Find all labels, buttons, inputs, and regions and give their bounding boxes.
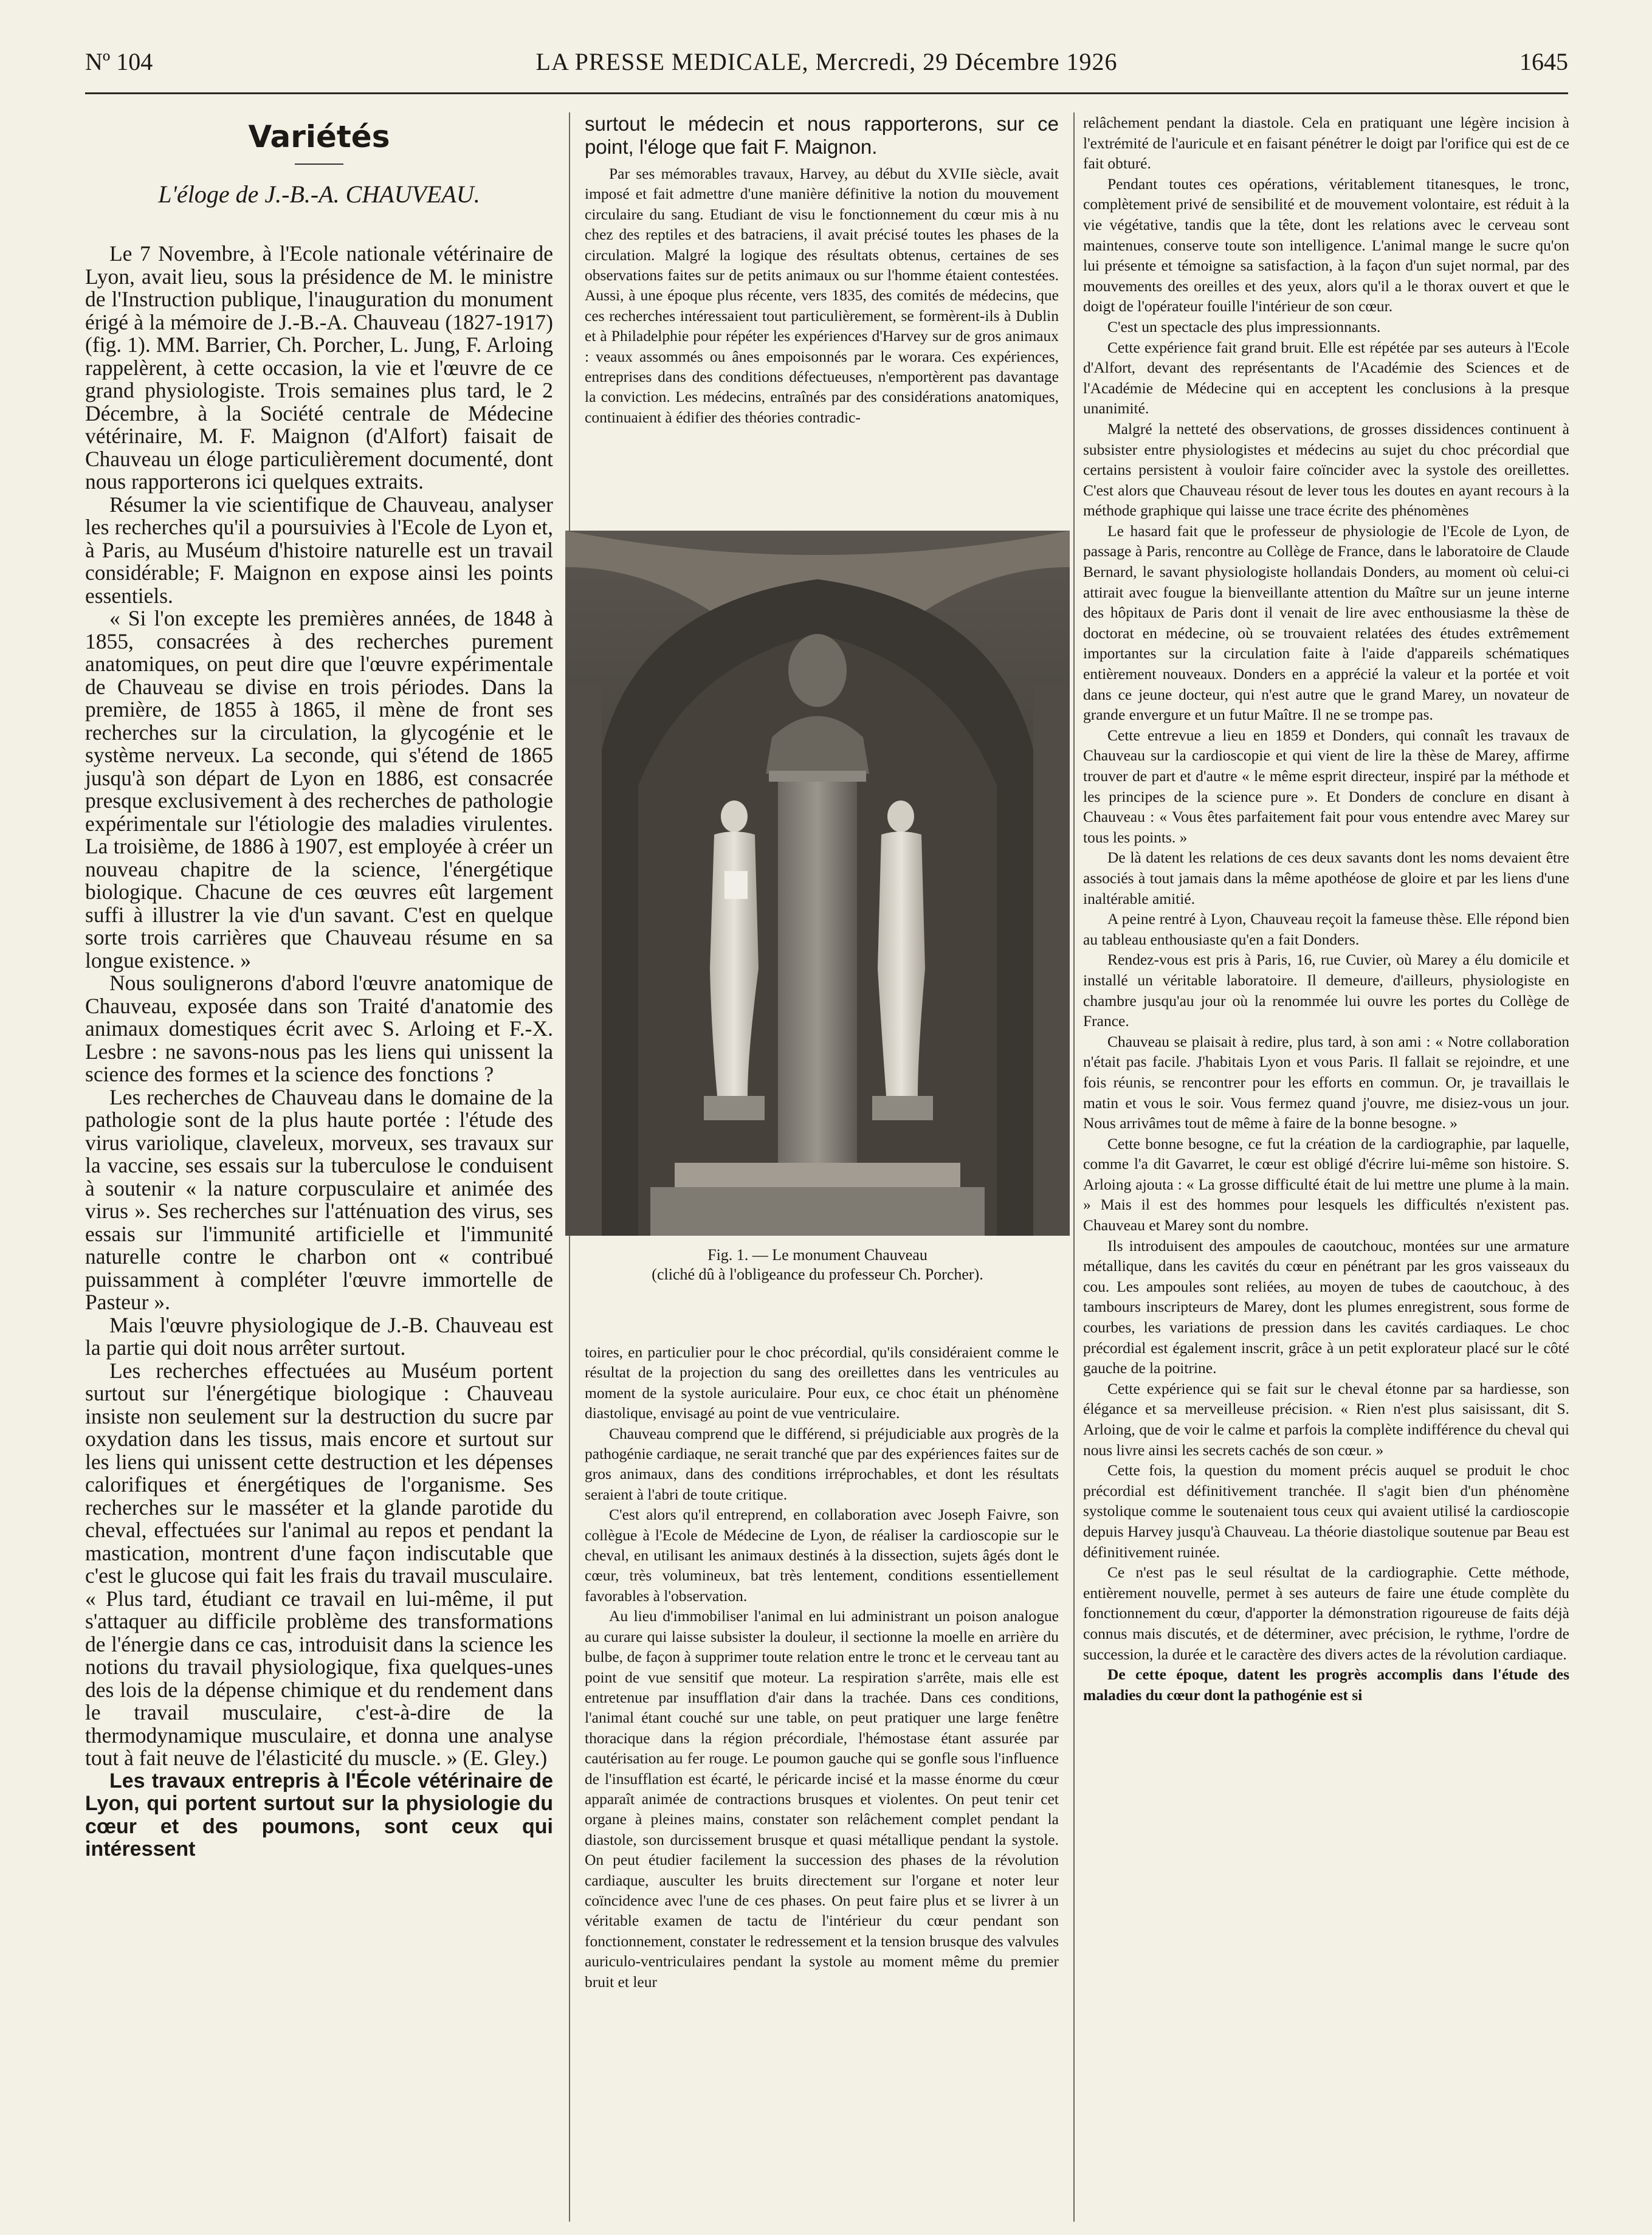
paragraph: De cette époque, datent les progrès accomplis dans l'étude des maladies du cœur dont la pathogénie est si <box>1083 1665 1569 1704</box>
paragraph: « Si l'on excepte les premières années, de 1848 à 1855, consacrées à des recherches purement anatomiques, on peut dire que l'œuvre expérimentale de Chauveau se divise en trois périodes. Dans la première, de 1855 à 1865, il mène de front ses recherches sur la circulation, la glycogénie et le système nerveux. La seconde, qui s'étend de 1865 jusqu'à son départ de Lyon en 1886, est consacrée presque exclusivement à des recherches de pathologie expérimentale sur l'étiologie des maladies virulentes. La troisième, de 1886 à 1907, est employée à créer un nouveau chapitre de la science, l'énergétique biologique. Chacune de ces œuvres eût largement suffi à illustrer la vie d'un savant. C'est en quelque sorte trois carrières que Chauveau résume en sa longue existence. » <box>85 606 553 973</box>
header-rule <box>85 92 1568 94</box>
paragraph: Les recherches effectuées au Muséum portent surtout sur l'énergétique biologique : Chauveau insiste non seulement sur la destruction du sucre par oxydation dans les tissus, mais encore et surtout sur les liens qui unissent cette destruction et les dépenses calorifiques et énergétiques de l'organisme. Ses recherches sur le masséter et la glande parotide du cheval, effectuées sur l'animal au repos et pendant la mastication, montrent d'une façon indiscutable que c'est le glucose qui fait les frais du travail musculaire. « Plus tard, étudiant ce travail en lui-même, il put s'attaquer au difficile problème des transformations de l'énergie dans ce cas, introduisit dans la science les notions du travail physiologique, fixa quelques-unes des lois de la dépense chimique et du rendement dans le travail musculaire, c'est-à-dire de la thermodynamique musculaire, et donna une analyse tout à fait neuve de l'élasticité du muscle. » (E. Gley.) <box>85 1358 553 1770</box>
column-3 <box>1083 112 1569 1705</box>
page-number: 1645 <box>1519 48 1568 75</box>
issue-number: Nº 104 <box>85 48 153 75</box>
paragraph: Le 7 Novembre, à l'Ecole nationale vétérinaire de Lyon, avait lieu, sous la présidence de M. le ministre de l'Instruction publique, l'inauguration du monument érigé à la mémoire de J.-B.-A. Chauveau (1827-1917) (fig. 1). MM. Barrier, Ch. Porcher, L. Jung, F. Arloing rappelèrent, à cette occasion, la vie et l'œuvre de ce grand physiologiste. Trois semaines plus tard, le 2 Décembre, à la Société centrale de Médecine vétérinaire, M. F. Maignon (d'Alfort) faisait de Chauveau un éloge particulièrement documenté, dont nous rapporterons ici quelques extraits. <box>85 241 553 494</box>
column-divider-2 <box>1073 112 1075 2222</box>
paragraph: Chauveau se plaisait à redire, plus tard, à son ami : « Notre collaboration n'était pas facile. J'habitais Lyon et vous Paris. Il fallait se rejoindre, et une fois réunis, se rencontrer pour les efforts en commun. Or, je travaillais le matin et vous le soir. Vous fermez quand j'ouvre, me disiez-vous un jour. Nous arrivâmes tout de même à faire de la bonne besogne. » <box>1083 1032 1569 1132</box>
monument-illustration <box>565 531 1070 1236</box>
paragraph: Le hasard fait que le professeur de physiologie de l'Ecole de Lyon, de passage à Paris, rencontre au Collège de France, dans le laboratoire de Claude Bernard, le savant physiologiste hollandais Donders, au moment où celui-ci attirait avec fougue la bienveillante attention du Maître sur un jeune interne des hôpitaux de Paris dont il venait de lire avec enthousiasme la thèse de doctorat en médecine, où se trouvaient relatées des études extrêmement importantes sur la circulation faite à l'aide d'appareils schématiques entièrement nouveaux. Donders en a apprécié la valeur et la portée et voit dans ce jeune docteur, qui n'est autre que le grand Marey, un novateur de grande envergure et un futur Maître. Il ne se trompe pas. <box>1083 522 1569 724</box>
paragraph: Cette bonne besogne, ce fut la création de la cardiographie, par laquelle, comme l'a dit Gavarret, le cœur est obligé d'écrire lui-même son histoire. S. Arloing ajouta : « La grosse difficulté était de lui mettre une plume à la main. » Mais il est des hommes pour lesquels les difficultés n'existent pas. Chauveau et Marey sont du nombre. <box>1083 1134 1569 1235</box>
paragraph: Malgré la netteté des observations, de grosses dissidences continuent à subsister entre physiologistes et médecins au sujet du choc précordial que certains persistent à vouloir faire coïncider avec la systole des oreillettes. C'est alors que Chauveau résout de lever tous les doutes en ayant recours à la méthode graphique qui laisse une trace écrite des phénomènes <box>1083 419 1569 520</box>
column-1 <box>85 112 553 1861</box>
paragraph: Cette entrevue a lieu en 1859 et Donders, qui connaît les travaux de Chauveau sur la cardioscopie et qui vient de lire la thèse de Marey, affirme trouver de part et d'autre « le même esprit directeur, inspiré par la méthode et les principes de la science pure ». Et Donders de conclure en disant à Chauveau : « Vous êtes parfaitement fait pour vous entendre avec Marey sur tous les points. » <box>1083 726 1569 846</box>
page-header <box>85 47 1568 96</box>
column-2-top <box>585 112 1059 427</box>
caption-credit: (cliché dû à l'obligeance du professeur Ch. Porcher). <box>652 1266 983 1283</box>
paragraph: Ce n'est pas le seul résultat de la cardiographie. Cette méthode, entièrement nouvelle, permet à ses auteurs de faire une étude complète du fonctionnement du cœur, d'apporter la démonstration rigoureuse de faits déjà connus mais discutés, et de déterminer, avec précision, le rythme, l'ordre de succession, la durée et le caractère des divers actes de la révolution cardiaque. <box>1083 1563 1569 1663</box>
paragraph: Nous soulignerons d'abord l'œuvre anatomique de Chauveau, exposée dans son Traité d'anatomie des animaux domestiques écrit avec S. Arloing et F.-X. Lesbre : ne savons-nous pas les liens qui unissent la science des formes et la science des fonctions ? <box>85 971 553 1086</box>
article-subtitle: L'éloge de J.-B.-A. CHAUVEAU. <box>158 181 480 208</box>
paragraph: C'est alors qu'il entreprend, en collaboration avec Joseph Faivre, son collègue à l'Ecole de Médecine de Lyon, de réaliser la cardioscopie sur le cheval, en utilisant les animaux destinés à la dissection, sujets âgés dont le cœur, très volumineux, bat très lentement, conditions essentiellement favorables à l'observation. <box>585 1506 1059 1605</box>
paragraph: toires, en particulier pour le choc précordial, qu'ils considéraient comme le résultat de la projection du sang des oreillettes dans les ventricules au moment de la systole auriculaire. Pour eux, ce choc était un phénomène diastolique, envisagé au point de vue ventriculaire. <box>585 1343 1059 1422</box>
lead-paragraph: surtout le médecin et nous rapporterons, sur ce point, l'éloge que fait F. Maignon. <box>585 112 1059 158</box>
paragraph: De là datent les relations de ces deux savants dont les noms devaient être associés à tout jamais dans la même apothéose de gloire et par les liens d'une inaltérable amitié. <box>1083 849 1569 907</box>
paragraph: Ils introduisent des ampoules de caoutchouc, montées sur une armature métallique, dans les cavités du cœur en pénétrant par les gros vaisseaux du cou. Les ampoules sont reliées, au moyen de tubes de caoutchouc, à des tambours inscripteurs de Marey, dont les plumes enregistrent, sous forme de courbes, les variations de pression dans les cavités cardiaques. Le choc précordial est également inscrit, grâce à un petit explorateur placé sur le côté gauche de la poitrine. <box>1083 1236 1569 1377</box>
paragraph: Cette expérience qui se fait sur le cheval étonne par sa hardiesse, son élégance et sa merveilleuse précision. « Rien n'est plus saisissant, dit S. Arloing, que de voir le calme et parfois la complète indifférence du cheval qui nous livre ainsi les secrets cachés de son cœur. » <box>1083 1379 1569 1459</box>
column-2-bottom <box>585 1342 1059 1992</box>
figure-1 <box>565 531 1070 1284</box>
paragraph: Cette expérience fait grand bruit. Elle est répétée par ses auteurs à l'Ecole d'Alfort, devant des représentants de l'Académie des Sciences et de l'Académie de Médecine qui en acceptent les conclusions à la presque unanimité. <box>1083 338 1569 418</box>
section-heading: Variétés <box>248 119 390 154</box>
paragraph: Résumer la vie scientifique de Chauveau, analyser les recherches qu'il a poursuivies à l'Ecole de Lyon et, à Paris, au Muséum d'histoire naturelle est un travail considérable; F. Maignon en expose ainsi les points essentiels. <box>85 492 553 608</box>
paragraph: C'est un spectacle des plus impressionnants. <box>1107 317 1381 336</box>
paragraph: Les recherches de Chauveau dans le domaine de la pathologie sont de la plus haute portée : l'étude des virus variolique, claveleux, morveux, ses travaux sur la vaccine, ses essais sur la tuberculose le conduisent à soutenir « la nature corpusculaire et animée des virus ». Ses recherches sur l'atténuation des virus, ses essais sur l'immunité artificielle et l'immunité naturelle contre le charbon ont « contribué puissamment à compléter l'œuvre immortelle de Pasteur ». <box>85 1084 553 1314</box>
paragraph: Rendez-vous est pris à Paris, 16, rue Cuvier, où Marey a élu domicile et installé un véritable laboratoire. Il demeure, d'ailleurs, physiologiste en chambre jusqu'au jour où la renommée lui ouvre les portes du Collège de France. <box>1083 951 1569 1030</box>
paragraph: Pendant toutes ces opérations, véritablement titanesques, le tronc, complètement privé de sensibilité et de mouvement volontaire, est réduit à la vie végétative, tandis que la tête, dont les relations avec le cerveau sont maintenues, conserve toute son intelligence. L'animal mange le sucre qu'on lui présente et témoigne sa satisfaction, à la façon d'un sujet normal, par des mouvements des oreilles et des yeux, alors qu'il a le thorax ouvert et que le doigt de l'opérateur fouille l'intérieur de son cœur. <box>1083 174 1569 315</box>
paragraph: Cette fois, la question du moment précis auquel se produit le choc précordial est définitivement tranchée. Il s'agit bien d'un phénomène systolique comme le soutenaient tous ceux qui avaient utilisé la cardioscopie depuis Harvey jusqu'à Chauveau. La théorie diastolique soutenue par Beau est définitivement ruinée. <box>1083 1461 1569 1561</box>
paragraph: Chauveau comprend que le différend, si préjudiciable aux progrès de la pathogénie cardiaque, ne serait tranché que par des expériences faites sur de gros animaux, dans des conditions irréprochables, et dont les résultats seraient à l'abri de toute critique. <box>585 1424 1059 1503</box>
paragraph: Les travaux entrepris à l'École vétérinaire de Lyon, qui portent surtout sur la physiologie du cœur et des poumons, sont ceux qui intéressent <box>85 1769 553 1861</box>
paragraph: Mais l'œuvre physiologique de J.-B. Chauveau est la partie qui doit nous arrêter surtout. <box>85 1312 553 1360</box>
journal-title: LA PRESSE MEDICALE, Mercredi, 29 Décembre 1926 <box>535 48 1118 75</box>
caption-title: Fig. 1. — Le monument Chauveau <box>707 1246 928 1264</box>
paragraph: A peine rentré à Lyon, Chauveau reçoit la fameuse thèse. Elle répond bien au tableau enthousiaste qu'en a fait Donders. <box>1083 910 1569 948</box>
paragraph: Par ses mémorables travaux, Harvey, au début du XVIIe siècle, avait imposé et fait admettre d'une manière définitive la notion du mouvement circulaire du sang. Etudiant de visu le fonctionnement du cœur mis à nu chez des reptiles et des batraciens, il avait précisé toutes les phases de la circulation. Malgré la logique des résultats obtenus, certaines de ses observations faites sur de petits animaux ou sur l'homme étaient contestées. Aussi, à une époque plus récente, vers 1835, des comités de médecins, que ces recherches intéressaient tout particulièrement, se formèrent-ils à Dublin et à Philadelphie pour répéter les expériences d'Harvey sur de gros animaux : veaux assommés ou ânes empoisonnés par le worara. Ces expériences, entreprises dans des conditions défectueuses, n'emportèrent pas davantage la conviction. Les médecins, entraînés par des considérations anatomiques, continuaient à édifier des théories contradic- <box>585 165 1059 426</box>
figure-caption <box>565 1245 1070 1284</box>
heading-rule <box>295 164 343 165</box>
monument-photo <box>565 531 1070 1236</box>
paragraph: Au lieu d'immobiliser l'animal en lui administrant un poison analogue au curare qui laisse subsister la douleur, il sectionne la moelle en arrière du bulbe, de façon à supprimer toute relation entre le tronc et le cerveau tant au point de vue sensitif que moteur. La respiration s'arrête, mais elle est entretenue par insufflation d'air dans la trachée. Dans ces conditions, l'animal étant couché sur une table, on peut pratiquer une large fenêtre thoracique dans la région précordiale, l'hémostase étant assurée par cautérisation au fer rouge. Le poumon gauche qui se gonfle sous l'influence de l'insufflation est écarté, le péricarde incisé et la masse énorme du cœur apparaît animée de contractions brusques et violentes. On peut tenir cet organe à pleines mains, constater son relâchement complet pendant la diastole, son durcissement brusque et quasi métallique pendant la systole. On peut étudier facilement la succession des phases de la révolution cardiaque, ausculter les bruits directement sur l'organe et noter leur coïncidence avec l'une de ces phases. On peut faire plus et se livrer à un véritable examen de tactu de l'intérieur du cœur pendant son fonctionnement, constater le redressement et la tension brusque des valvules auriculo-ventriculaires pendant la systole au moment même du premier bruit et leur <box>585 1607 1059 1991</box>
paragraph: relâchement pendant la diastole. Cela en pratiquant une légère incision à l'extrémité de l'auricule et en faisant pénétrer le doigt par l'orifice qui est de ce fait obturé. <box>1083 114 1569 173</box>
